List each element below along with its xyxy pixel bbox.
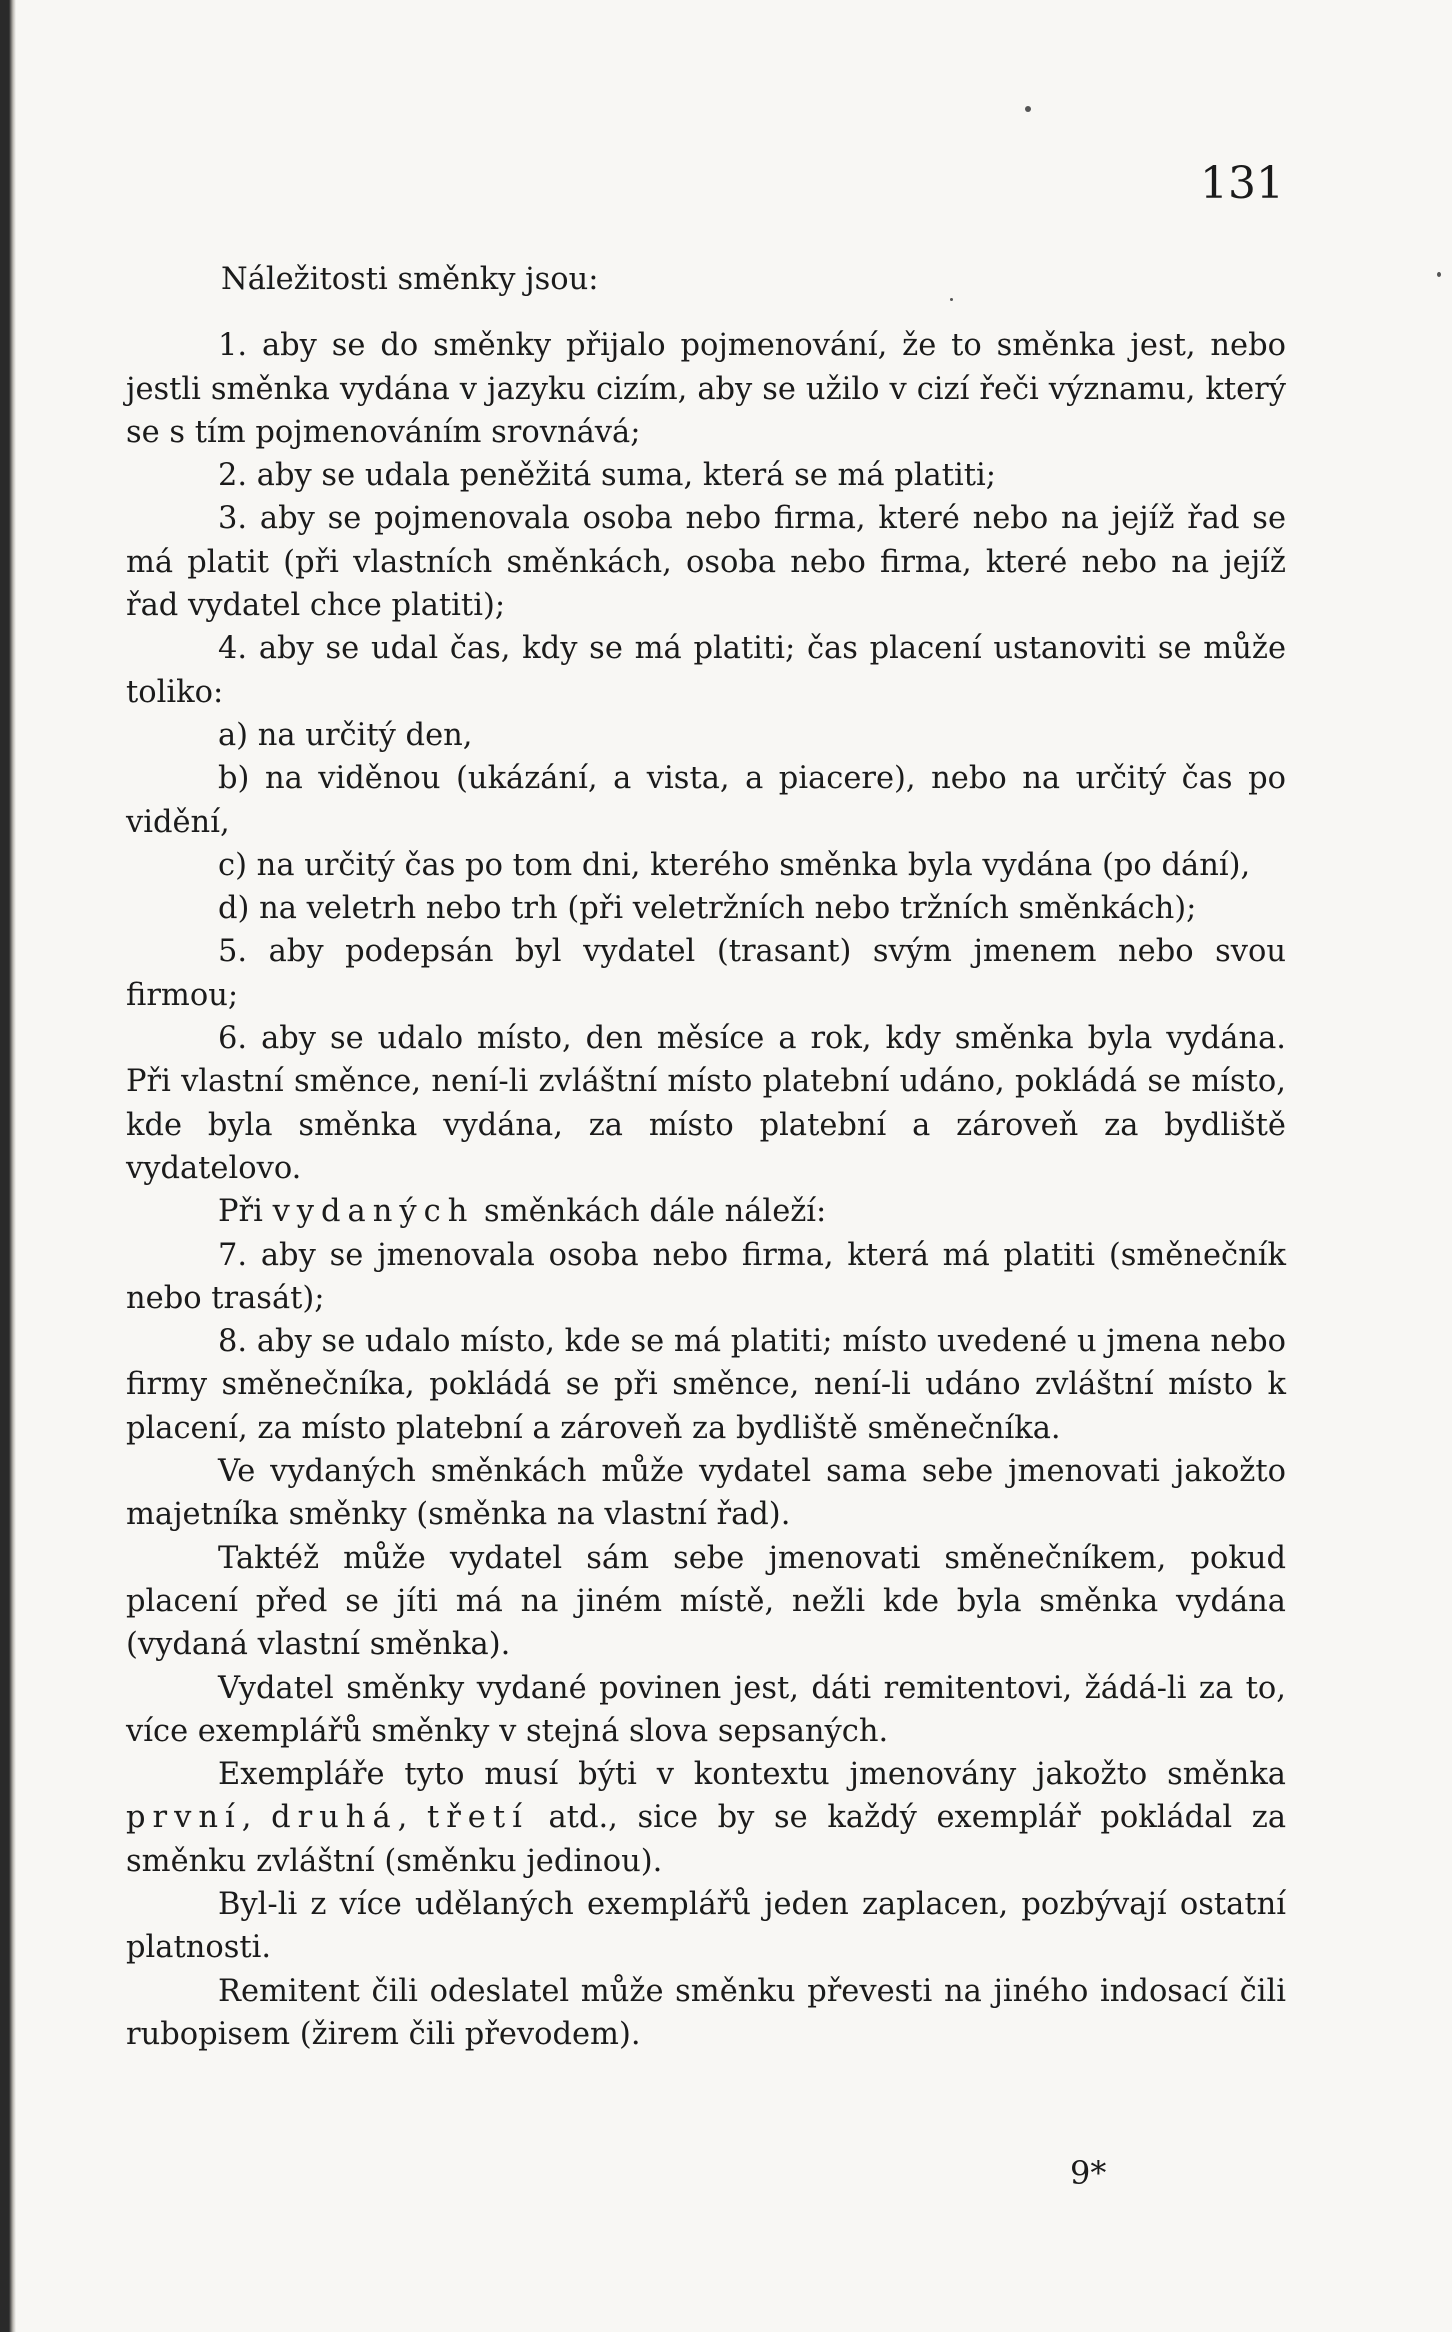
paragraph-paid-copy: Byl-li z více udělaných exemplářů jeden zaplacen, pozbývají ostatní platnosti. — [126, 1886, 1286, 1966]
emphasis-prvni: první — [126, 1800, 242, 1836]
emphasis-vydanych: vydaných — [272, 1194, 475, 1230]
requirement-7: 7. aby se jmenovala osoba nebo firma, která má platiti (směnečník nebo trasát); — [126, 1237, 1286, 1316]
paragraph-endorsement: Remitent čili odeslatel může směnku převesti na jiného indosací čili rubopisem (žirem čili převodem). — [126, 1973, 1286, 2052]
drawn-bill-intro-end: směnkách dále náleží: — [484, 1194, 827, 1230]
ink-speck — [1437, 272, 1441, 277]
requirement-4d: d) na veletrh nebo trh (při veletržních nebo tržních směnkách); — [218, 891, 1197, 927]
page-number: 131 — [1200, 158, 1284, 209]
paragraph-own-order: Ve vydaných směnkách může vydatel sama sebe jmenovati jakožto majetníka směnky (směnka na vlastní řad). — [126, 1454, 1286, 1533]
requirement-4: 4. aby se udal čas, kdy se má platiti; čas placení ustanoviti se může toliko: — [126, 631, 1286, 710]
requirement-2: 2. aby se udala peněžitá suma, která se má platiti; — [218, 458, 997, 494]
paragraph-copy-names: Exempláře tyto musí býti v kontextu jmenovány jakožto směnka první, druhá, třetí atd., sice by se každý exemplář pokládal za směnku zvláštní (směnku jedinou). — [126, 1757, 1286, 1879]
requirement-1: 1. aby se do směnky přijalo pojmenování, že to směnka jest, nebo jestli směnka vydána v jazyku cizím, aby se užilo v cizí řeči významu, který se s tím pojmenováním srovnává; — [126, 328, 1286, 450]
emphasis-druha: druhá — [271, 1800, 398, 1836]
paragraph-own-bill: Taktéž může vydatel sám sebe jmenovati směnečníkem, pokud placení před se jíti má na jiném místě, nežli kde byla směnka vydána (vydaná vlastní směnka). — [126, 1540, 1286, 1663]
requirement-4c: c) na určitý čas po tom dni, kterého směnka byla vydána (po dání), — [218, 847, 1251, 883]
page-spine-edge — [0, 0, 16, 2332]
drawn-bill-intro — [126, 1190, 1286, 1233]
requirement-4a: a) na určitý den, — [218, 717, 473, 753]
section-heading: Náležitosti směnky jsou: — [221, 262, 599, 297]
emphasis-treti: třetí — [426, 1800, 529, 1836]
requirement-3: 3. aby se pojmenovala osoba nebo firma, které nebo na jejíž řad se má platit (při vlastních směnkách, osoba nebo firma, které nebo na jejíž řad vydatel chce platiti); — [126, 501, 1286, 624]
ink-speck — [1025, 106, 1031, 112]
requirement-5: 5. aby podepsán byl vydatel (trasant) svým jmenem nebo svou firmou; — [126, 934, 1286, 1013]
copy-names-end: atd., sice by se každý exemplář pokládal za směnku zvláštní (směnku jedinou). — [126, 1800, 1286, 1879]
drawn-bill-intro-start: Při — [218, 1194, 263, 1230]
signature-mark: 9* — [1070, 2154, 1107, 2192]
page-text — [126, 258, 1286, 2056]
copy-names-start: Exempláře tyto musí býti v kontextu jmenovány jakožto směnka — [218, 1757, 1286, 1793]
requirement-8: 8. aby se udalo místo, kde se má platiti; místo uvedené u jmena nebo firmy směnečníka, pokládá se při směnce, není-li udáno zvláštní místo k placení, za místo platební a zároveň za bydliště směnečníka. — [126, 1324, 1286, 1446]
paragraph-copies: Vydatel směnky vydané povinen jest, dáti remitentovi, žádá-li za to, více exemplářů směnky v stejná slova sepsaných. — [126, 1670, 1286, 1749]
requirement-4b: b) na viděnou (ukázání, a vista, a piacere), nebo na určitý čas po vidění, — [126, 761, 1286, 840]
requirement-6: 6. aby se udalo místo, den měsíce a rok, kdy směnka byla vydána. Při vlastní směnce, není-li zvláštní místo platební udáno, pokládá se místo, kde byla směnka vydána, za místo platební a zároveň za bydliště vydatelovo. — [126, 1021, 1286, 1186]
